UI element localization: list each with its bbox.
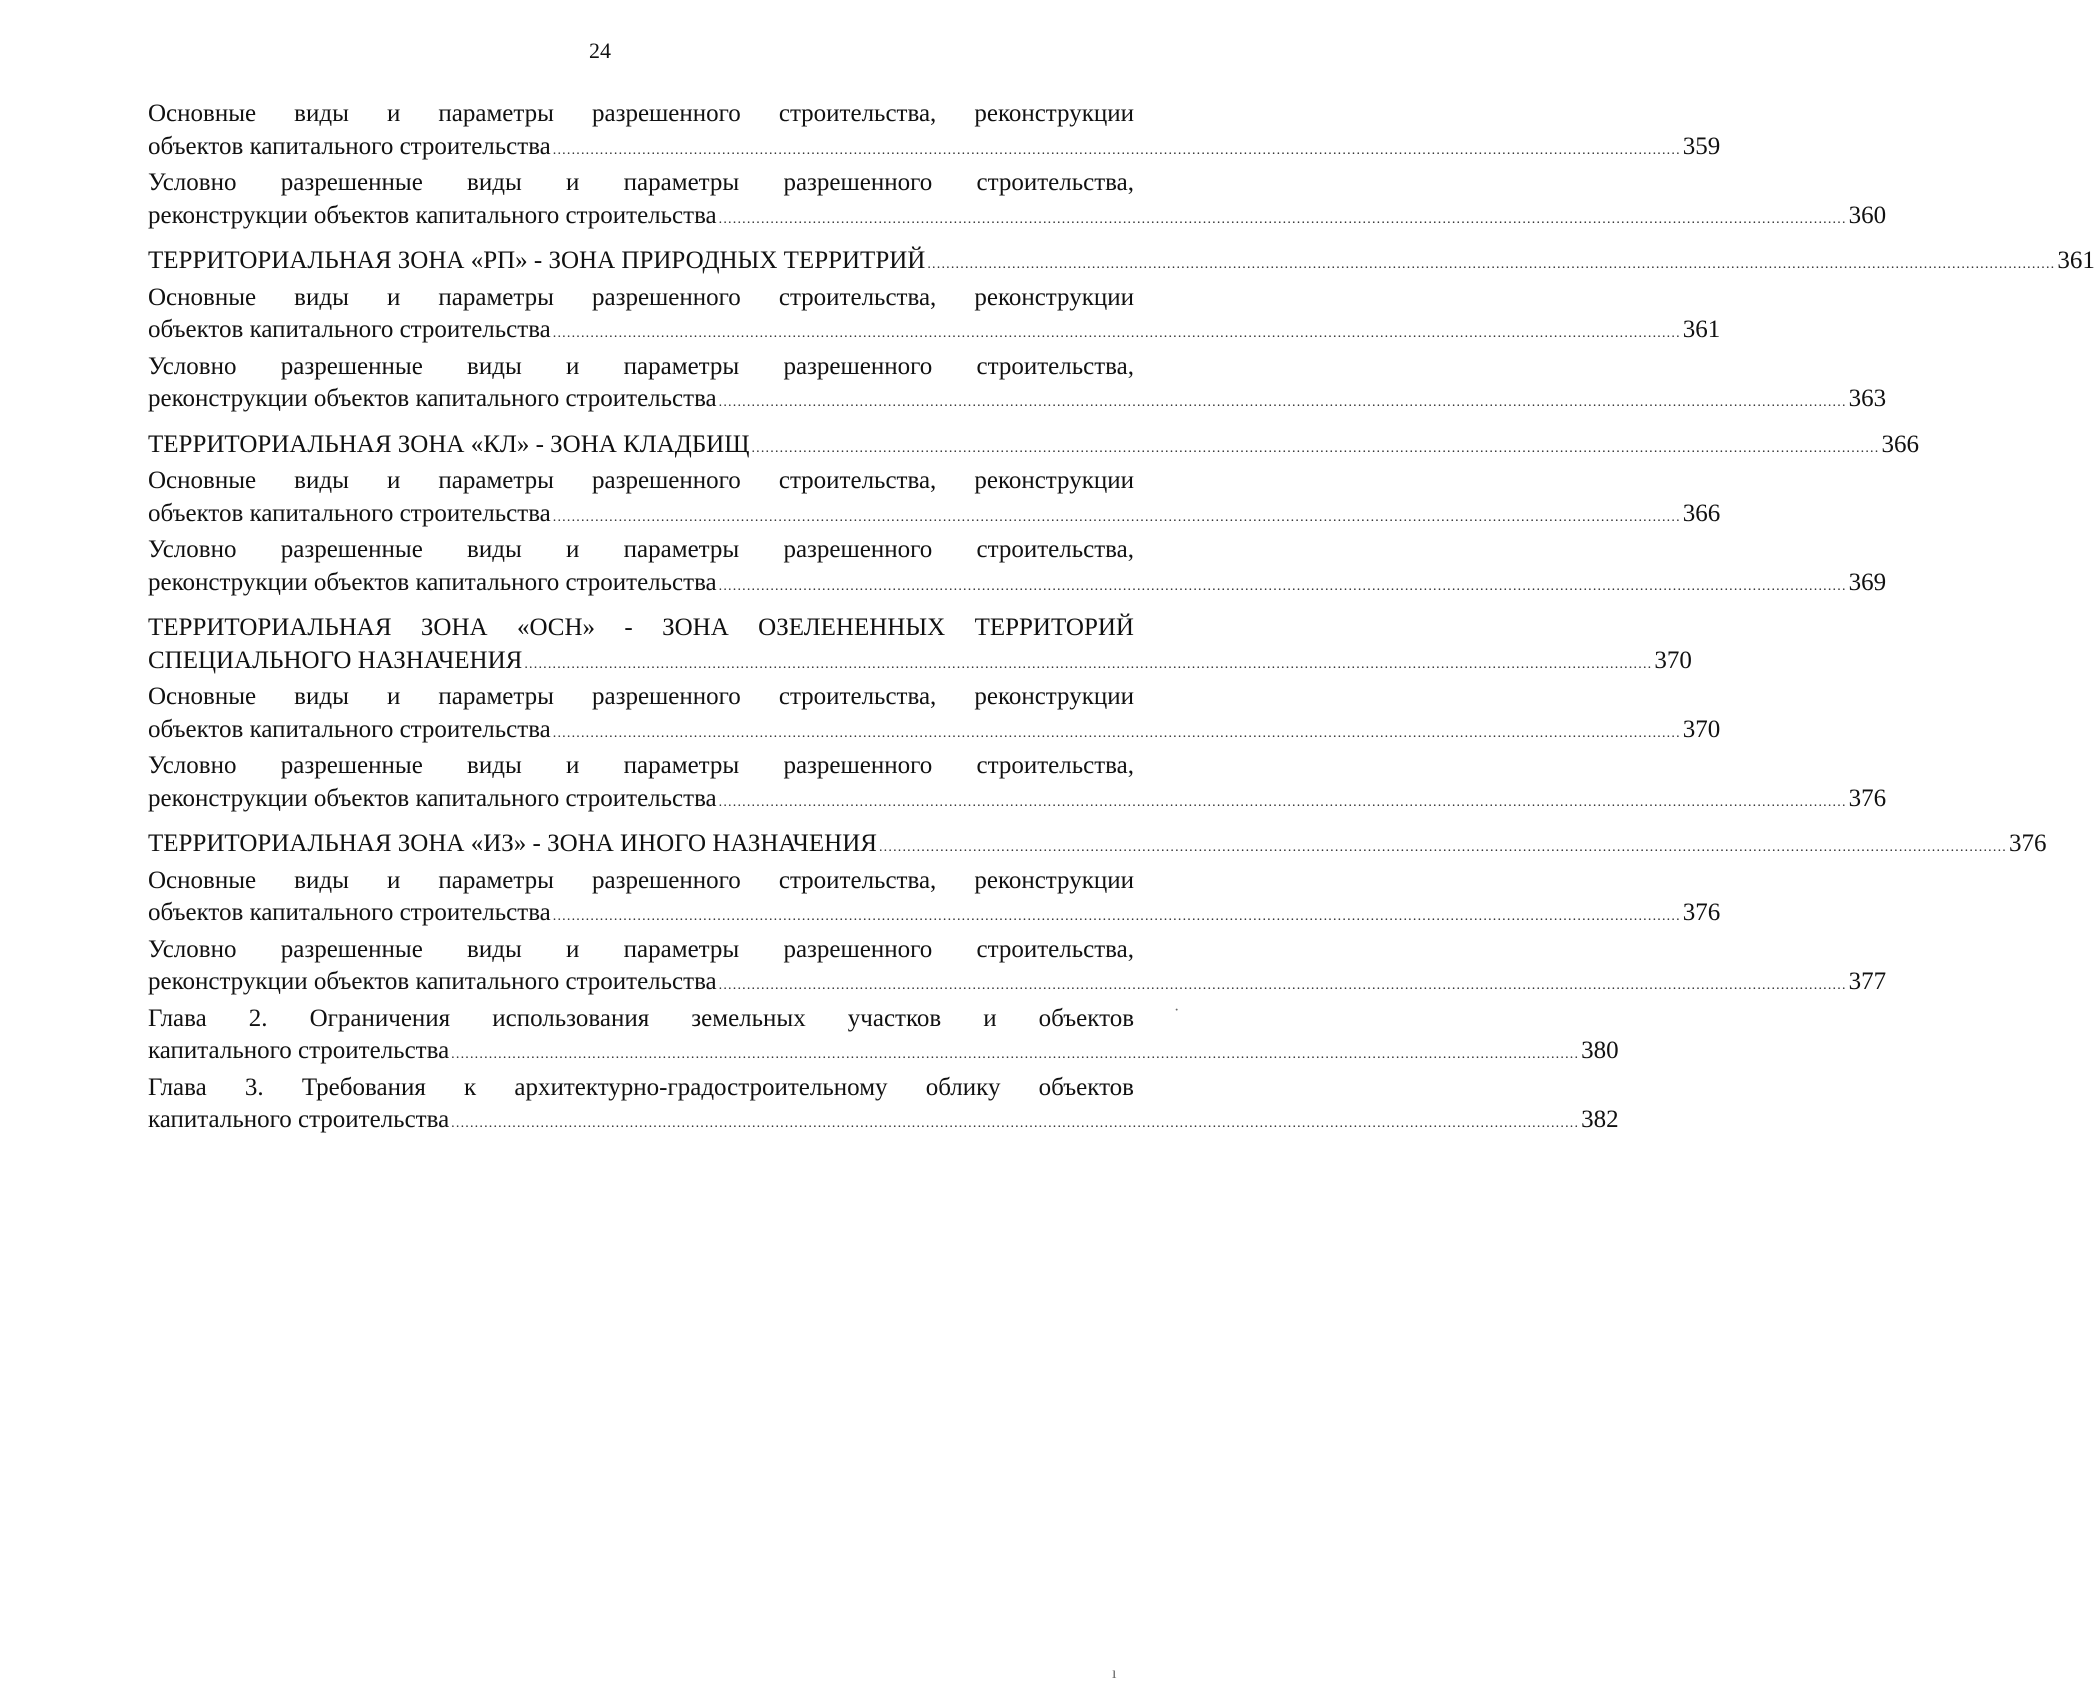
toc-entry[interactable] bbox=[148, 681, 1721, 750]
dot-leader: ................................................................................................................................................................................................................................................ bbox=[927, 257, 2056, 272]
toc-entry-last-line bbox=[148, 645, 1692, 682]
toc-entry-text-line: Условно разрешенные виды и параметры разрешенного строительства, bbox=[148, 169, 1134, 196]
toc-entry-title: объектов капитального строительства bbox=[148, 715, 551, 743]
toc-entry-last-line bbox=[148, 828, 2047, 865]
toc-entry-last-line bbox=[148, 783, 1887, 820]
toc-entry[interactable] bbox=[148, 534, 1887, 603]
toc-entry-title: объектов капитального строительства bbox=[148, 316, 551, 343]
toc-entry-text-line: Условно разрешенные виды и параметры разрешенного строительства, bbox=[148, 935, 1134, 963]
toc-page-number: 370 bbox=[1682, 715, 1721, 743]
toc-entry[interactable] bbox=[148, 1072, 1619, 1141]
toc-entry-text-line: ТЕРРИТОРИАЛЬНАЯ ЗОНА «ОСН» - ЗОНА ОЗЕЛЕНЕННЫХ ТЕРРИТОРИЙ bbox=[148, 614, 1134, 641]
toc-entry-title: реконструкции объектов капитального строительства bbox=[148, 568, 717, 596]
toc-entry-text-line: Основные виды и параметры разрешенного строительства, реконструкции bbox=[148, 283, 1134, 311]
dot-leader: ................................................................................................................................................................................................................................................ bbox=[718, 578, 1847, 594]
toc-entry-last-line bbox=[148, 200, 1887, 237]
toc-entry-title: объектов капитального строительства bbox=[148, 132, 551, 160]
toc-section-heading[interactable] bbox=[148, 429, 1919, 466]
toc-entry-last-line bbox=[148, 1104, 1619, 1141]
toc-entry[interactable] bbox=[148, 351, 1887, 420]
toc-entry-title: ТЕРРИТОРИАЛЬНАЯ ЗОНА «РП» - ЗОНА ПРИРОДНЫХ ТЕРРИТРИЙ bbox=[148, 247, 926, 274]
toc-entry-last-line bbox=[148, 383, 1887, 420]
toc-entry[interactable] bbox=[148, 465, 1721, 534]
toc-entry-title: реконструкции объектов капитального строительства bbox=[148, 385, 717, 412]
page-number: 24 bbox=[589, 38, 611, 63]
dot-leader: ................................................................................................................................................................................................................................................ bbox=[451, 1116, 1580, 1131]
toc-page-number: 361 bbox=[1682, 316, 1721, 343]
toc-entry-title: реконструкции объектов капитального строительства bbox=[148, 201, 717, 229]
toc-page-number: 377 bbox=[1848, 968, 1887, 995]
toc-entry-last-line bbox=[148, 567, 1887, 604]
toc-page-number: 361 bbox=[2057, 247, 2095, 274]
toc-entry-title: реконструкции объектов капитального строительства bbox=[148, 968, 717, 995]
dot-leader: ................................................................................................................................................................................................................................................ bbox=[552, 142, 1681, 158]
dot-leader: ................................................................................................................................................................................................................................................ bbox=[718, 395, 1847, 410]
toc-entry[interactable] bbox=[148, 167, 1887, 236]
dot-leader: ................................................................................................................................................................................................................................................ bbox=[718, 978, 1847, 993]
toc-entry[interactable] bbox=[148, 98, 1721, 167]
toc-page-number: 376 bbox=[1848, 784, 1887, 812]
toc-entry-title: реконструкции объектов капитального строительства bbox=[148, 784, 717, 812]
toc-page-number: 370 bbox=[1654, 646, 1692, 674]
toc-entry-last-line bbox=[148, 897, 1721, 934]
toc-entry-title: ТЕРРИТОРИАЛЬНАЯ ЗОНА «ИЗ» - ЗОНА ИНОГО НАЗНАЧЕНИЯ bbox=[148, 830, 877, 857]
toc-entry[interactable] bbox=[148, 934, 1887, 1003]
dot-leader: ................................................................................................................................................................................................................................................ bbox=[552, 326, 1681, 341]
toc-entry-title: ТЕРРИТОРИАЛЬНАЯ ЗОНА «КЛ» - ЗОНА КЛАДБИЩ bbox=[148, 430, 750, 458]
toc-page-number: 366 bbox=[1682, 499, 1721, 527]
toc-page-number: 366 bbox=[1881, 430, 1919, 458]
toc-page-number: 376 bbox=[2008, 830, 2047, 857]
toc-entry-last-line bbox=[148, 966, 1887, 1003]
toc-page-number: 382 bbox=[1581, 1106, 1619, 1133]
toc-entry-last-line bbox=[148, 245, 2095, 282]
toc-page-number: 363 bbox=[1848, 385, 1887, 412]
toc-entry-title: капитального строительства bbox=[148, 1037, 450, 1064]
dot-leader: ................................................................................................................................................................................................................................................ bbox=[718, 211, 1847, 227]
toc-entry[interactable] bbox=[148, 1003, 1619, 1072]
toc-entry-text-line: Основные виды и параметры разрешенного строительства, реконструкции bbox=[148, 100, 1134, 127]
toc-entry-text-line: Основные виды и параметры разрешенного строительства, реконструкции bbox=[148, 866, 1134, 894]
dot-leader: ................................................................................................................................................................................................................................................ bbox=[552, 509, 1681, 525]
scan-speck: · bbox=[1174, 1002, 1180, 1019]
toc-section-heading[interactable] bbox=[148, 245, 2095, 282]
toc-entry[interactable] bbox=[148, 282, 1721, 351]
toc-entry-title: объектов капитального строительства bbox=[148, 499, 551, 527]
toc-page-number: 359 bbox=[1682, 132, 1721, 160]
toc-entry-text-line: Условно разрешенные виды и параметры разрешенного строительства, bbox=[148, 752, 1134, 779]
dot-leader: ................................................................................................................................................................................................................................................ bbox=[552, 909, 1681, 924]
toc-entry-last-line bbox=[148, 314, 1721, 351]
toc-page-number: 380 bbox=[1581, 1037, 1619, 1064]
dot-leader: ................................................................................................................................................................................................................................................ bbox=[524, 656, 1653, 672]
toc-section-heading[interactable] bbox=[148, 828, 2047, 865]
toc-entry-title: СПЕЦИАЛЬНОГО НАЗНАЧЕНИЯ bbox=[148, 646, 523, 674]
dot-leader: ................................................................................................................................................................................................................................................ bbox=[451, 1047, 1580, 1062]
toc-entry-text-line: Глава 3. Требования к архитектурно-градостроительному облику объектов bbox=[148, 1073, 1134, 1101]
dot-leader: ................................................................................................................................................................................................................................................ bbox=[552, 725, 1681, 741]
toc-entry-last-line bbox=[148, 429, 1919, 466]
toc-page-number: 376 bbox=[1682, 899, 1721, 926]
toc-entry[interactable] bbox=[148, 750, 1887, 819]
toc-entry-last-line bbox=[148, 131, 1721, 168]
toc-entry-text-line: Основные виды и параметры разрешенного строительства, реконструкции bbox=[148, 683, 1134, 710]
toc-entry-last-line bbox=[148, 714, 1721, 751]
toc-entry-text-line: Глава 2. Ограничения использования земельных участков и объектов bbox=[148, 1004, 1134, 1032]
dot-leader: ................................................................................................................................................................................................................................................ bbox=[718, 794, 1847, 810]
scan-speck: ı bbox=[1112, 1665, 1117, 1682]
dot-leader: ................................................................................................................................................................................................................................................ bbox=[878, 840, 2007, 855]
dot-leader: ................................................................................................................................................................................................................................................ bbox=[751, 440, 1880, 456]
toc-entry-text-line: Условно разрешенные виды и параметры разрешенного строительства, bbox=[148, 536, 1134, 563]
toc-page-number: 360 bbox=[1848, 201, 1887, 229]
toc-entry[interactable] bbox=[148, 865, 1721, 934]
toc-entry-last-line bbox=[148, 498, 1721, 535]
toc-entry-title: капитального строительства bbox=[148, 1106, 450, 1133]
table-of-contents bbox=[148, 98, 2095, 1141]
toc-entry-text-line: Основные виды и параметры разрешенного строительства, реконструкции bbox=[148, 467, 1134, 494]
toc-entry-last-line bbox=[148, 1035, 1619, 1072]
toc-entry-title: объектов капитального строительства bbox=[148, 899, 551, 926]
toc-entry-text-line: Условно разрешенные виды и параметры разрешенного строительства, bbox=[148, 352, 1134, 380]
toc-section-heading[interactable] bbox=[148, 612, 1692, 681]
toc-page-number: 369 bbox=[1848, 568, 1887, 596]
